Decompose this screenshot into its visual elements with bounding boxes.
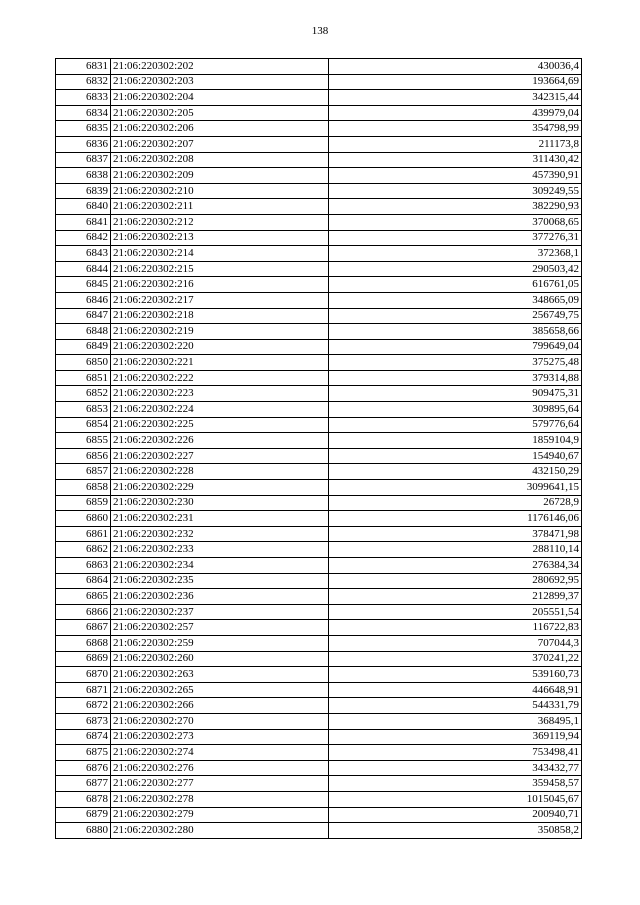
cadastral-number-cell: 21:06:220302:278 <box>111 791 329 807</box>
cadastral-number-cell: 21:06:220302:228 <box>111 464 329 480</box>
cadastral-number-cell: 21:06:220302:213 <box>111 230 329 246</box>
row-number-cell: 6870 <box>56 667 111 683</box>
row-number-cell: 6841 <box>56 214 111 230</box>
table-row <box>56 277 582 293</box>
cadastral-value-cell: 256749,75 <box>329 308 582 324</box>
cadastral-number-cell: 21:06:220302:219 <box>111 324 329 340</box>
row-number-cell: 6880 <box>56 823 111 839</box>
row-number-cell: 6879 <box>56 807 111 823</box>
row-number-cell: 6842 <box>56 230 111 246</box>
row-number-cell: 6859 <box>56 495 111 511</box>
table-row <box>56 745 582 761</box>
table-row <box>56 776 582 792</box>
cadastral-number-cell: 21:06:220302:208 <box>111 152 329 168</box>
table-row <box>56 807 582 823</box>
cadastral-value-cell: 343432,77 <box>329 760 582 776</box>
cadastral-value-cell: 753498,41 <box>329 745 582 761</box>
cadastral-number-cell: 21:06:220302:273 <box>111 729 329 745</box>
cadastral-value-cell: 280692,95 <box>329 573 582 589</box>
table-row <box>56 370 582 386</box>
row-number-cell: 6836 <box>56 136 111 152</box>
cadastral-value-cell: 616761,05 <box>329 277 582 293</box>
cadastral-number-cell: 21:06:220302:259 <box>111 635 329 651</box>
cadastral-number-cell: 21:06:220302:202 <box>111 59 329 75</box>
cadastral-number-cell: 21:06:220302:265 <box>111 682 329 698</box>
cadastral-value-cell: 432150,29 <box>329 464 582 480</box>
table-row <box>56 168 582 184</box>
table-row <box>56 526 582 542</box>
cadastral-number-cell: 21:06:220302:214 <box>111 246 329 262</box>
cadastral-value-cell: 154940,67 <box>329 448 582 464</box>
table-row <box>56 698 582 714</box>
cadastral-value-cell: 290503,42 <box>329 261 582 277</box>
cadastral-number-cell: 21:06:220302:226 <box>111 433 329 449</box>
cadastral-number-cell: 21:06:220302:237 <box>111 604 329 620</box>
cadastral-value-cell: 1176146,06 <box>329 511 582 527</box>
cadastral-number-cell: 21:06:220302:209 <box>111 168 329 184</box>
cadastral-value-cell: 430036,4 <box>329 59 582 75</box>
cadastral-value-cell: 378471,98 <box>329 526 582 542</box>
row-number-cell: 6875 <box>56 745 111 761</box>
cadastral-value-cell: 909475,31 <box>329 386 582 402</box>
cadastral-number-cell: 21:06:220302:270 <box>111 713 329 729</box>
row-number-cell: 6845 <box>56 277 111 293</box>
cadastral-number-cell: 21:06:220302:217 <box>111 292 329 308</box>
cadastral-value-cell: 370068,65 <box>329 214 582 230</box>
cadastral-number-cell: 21:06:220302:227 <box>111 448 329 464</box>
row-number-cell: 6851 <box>56 370 111 386</box>
row-number-cell: 6877 <box>56 776 111 792</box>
cadastral-value-cell: 288110,14 <box>329 542 582 558</box>
table-row <box>56 230 582 246</box>
row-number-cell: 6834 <box>56 105 111 121</box>
cadastral-value-cell: 457390,91 <box>329 168 582 184</box>
cadastral-number-cell: 21:06:220302:222 <box>111 370 329 386</box>
cadastral-number-cell: 21:06:220302:212 <box>111 214 329 230</box>
table-row <box>56 480 582 496</box>
table-row <box>56 324 582 340</box>
row-number-cell: 6868 <box>56 635 111 651</box>
row-number-cell: 6849 <box>56 339 111 355</box>
cadastral-value-cell: 379314,88 <box>329 370 582 386</box>
cadastral-number-cell: 21:06:220302:223 <box>111 386 329 402</box>
row-number-cell: 6835 <box>56 121 111 137</box>
row-number-cell: 6838 <box>56 168 111 184</box>
table-row <box>56 682 582 698</box>
row-number-cell: 6864 <box>56 573 111 589</box>
cadastral-value-cell: 368495,1 <box>329 713 582 729</box>
cadastral-number-cell: 21:06:220302:211 <box>111 199 329 215</box>
cadastral-value-cell: 3099641,15 <box>329 480 582 496</box>
cadastral-value-cell: 439979,04 <box>329 105 582 121</box>
cadastral-number-cell: 21:06:220302:232 <box>111 526 329 542</box>
row-number-cell: 6861 <box>56 526 111 542</box>
cadastral-number-cell: 21:06:220302:215 <box>111 261 329 277</box>
table-row <box>56 464 582 480</box>
table-row <box>56 433 582 449</box>
row-number-cell: 6858 <box>56 480 111 496</box>
row-number-cell: 6878 <box>56 791 111 807</box>
table-row <box>56 511 582 527</box>
cadastral-number-cell: 21:06:220302:233 <box>111 542 329 558</box>
cadastral-value-cell: 311430,42 <box>329 152 582 168</box>
row-number-cell: 6872 <box>56 698 111 714</box>
table-row <box>56 74 582 90</box>
cadastral-number-cell: 21:06:220302:236 <box>111 589 329 605</box>
table-row <box>56 386 582 402</box>
cadastral-number-cell: 21:06:220302:274 <box>111 745 329 761</box>
row-number-cell: 6855 <box>56 433 111 449</box>
row-number-cell: 6837 <box>56 152 111 168</box>
table-row <box>56 542 582 558</box>
table-row <box>56 183 582 199</box>
cadastral-value-cell: 446648,91 <box>329 682 582 698</box>
cadastral-value-cell: 707044,3 <box>329 635 582 651</box>
row-number-cell: 6869 <box>56 651 111 667</box>
row-number-cell: 6844 <box>56 261 111 277</box>
cadastral-value-cell: 579776,64 <box>329 417 582 433</box>
cadastral-value-cell: 212899,37 <box>329 589 582 605</box>
cadastral-value-cell: 1015045,67 <box>329 791 582 807</box>
row-number-cell: 6839 <box>56 183 111 199</box>
cadastral-value-cell: 382290,93 <box>329 199 582 215</box>
cadastral-value-cell: 370241,22 <box>329 651 582 667</box>
cadastral-number-cell: 21:06:220302:220 <box>111 339 329 355</box>
row-number-cell: 6865 <box>56 589 111 605</box>
table-row <box>56 760 582 776</box>
cadastral-number-cell: 21:06:220302:235 <box>111 573 329 589</box>
table-row <box>56 214 582 230</box>
table-row <box>56 105 582 121</box>
row-number-cell: 6852 <box>56 386 111 402</box>
row-number-cell: 6873 <box>56 713 111 729</box>
row-number-cell: 6874 <box>56 729 111 745</box>
row-number-cell: 6848 <box>56 324 111 340</box>
table-row <box>56 308 582 324</box>
table-row <box>56 339 582 355</box>
table-row <box>56 651 582 667</box>
row-number-cell: 6867 <box>56 620 111 636</box>
cadastral-value-table <box>55 58 582 839</box>
cadastral-value-cell: 342315,44 <box>329 90 582 106</box>
cadastral-value-cell: 211173,8 <box>329 136 582 152</box>
table-row <box>56 589 582 605</box>
row-number-cell: 6840 <box>56 199 111 215</box>
cadastral-value-cell: 375275,48 <box>329 355 582 371</box>
cadastral-value-cell: 309249,55 <box>329 183 582 199</box>
row-number-cell: 6871 <box>56 682 111 698</box>
cadastral-value-cell: 116722,83 <box>329 620 582 636</box>
cadastral-value-cell: 200940,71 <box>329 807 582 823</box>
row-number-cell: 6862 <box>56 542 111 558</box>
row-number-cell: 6832 <box>56 74 111 90</box>
cadastral-value-cell: 205551,54 <box>329 604 582 620</box>
cadastral-number-cell: 21:06:220302:280 <box>111 823 329 839</box>
cadastral-number-cell: 21:06:220302:260 <box>111 651 329 667</box>
table-row <box>56 246 582 262</box>
cadastral-number-cell: 21:06:220302:276 <box>111 760 329 776</box>
cadastral-number-cell: 21:06:220302:263 <box>111 667 329 683</box>
row-number-cell: 6863 <box>56 558 111 574</box>
table-row <box>56 355 582 371</box>
row-number-cell: 6854 <box>56 417 111 433</box>
table-row <box>56 136 582 152</box>
cadastral-number-cell: 21:06:220302:257 <box>111 620 329 636</box>
cadastral-number-cell: 21:06:220302:234 <box>111 558 329 574</box>
cadastral-number-cell: 21:06:220302:231 <box>111 511 329 527</box>
table-row <box>56 59 582 75</box>
cadastral-number-cell: 21:06:220302:206 <box>111 121 329 137</box>
cadastral-value-cell: 193664,69 <box>329 74 582 90</box>
cadastral-value-cell: 359458,57 <box>329 776 582 792</box>
table-row <box>56 261 582 277</box>
cadastral-number-cell: 21:06:220302:266 <box>111 698 329 714</box>
table-row <box>56 667 582 683</box>
cadastral-number-cell: 21:06:220302:205 <box>111 105 329 121</box>
table-row <box>56 292 582 308</box>
row-number-cell: 6847 <box>56 308 111 324</box>
table-body <box>56 59 582 839</box>
row-number-cell: 6853 <box>56 402 111 418</box>
cadastral-number-cell: 21:06:220302:204 <box>111 90 329 106</box>
table-row <box>56 90 582 106</box>
cadastral-number-cell: 21:06:220302:224 <box>111 402 329 418</box>
row-number-cell: 6833 <box>56 90 111 106</box>
table-row <box>56 121 582 137</box>
cadastral-number-cell: 21:06:220302:203 <box>111 74 329 90</box>
table-row <box>56 448 582 464</box>
cadastral-value-cell: 544331,79 <box>329 698 582 714</box>
cadastral-value-cell: 385658,66 <box>329 324 582 340</box>
table-row <box>56 620 582 636</box>
row-number-cell: 6860 <box>56 511 111 527</box>
cadastral-value-cell: 539160,73 <box>329 667 582 683</box>
row-number-cell: 6857 <box>56 464 111 480</box>
cadastral-number-cell: 21:06:220302:230 <box>111 495 329 511</box>
cadastral-value-cell: 26728,9 <box>329 495 582 511</box>
cadastral-number-cell: 21:06:220302:218 <box>111 308 329 324</box>
cadastral-number-cell: 21:06:220302:279 <box>111 807 329 823</box>
cadastral-number-cell: 21:06:220302:207 <box>111 136 329 152</box>
row-number-cell: 6856 <box>56 448 111 464</box>
page-number: 138 <box>311 25 329 37</box>
row-number-cell: 6876 <box>56 760 111 776</box>
table-row <box>56 558 582 574</box>
cadastral-number-cell: 21:06:220302:210 <box>111 183 329 199</box>
cadastral-value-cell: 348665,09 <box>329 292 582 308</box>
table-row <box>56 495 582 511</box>
cadastral-value-cell: 350858,2 <box>329 823 582 839</box>
table-row <box>56 729 582 745</box>
cadastral-value-cell: 372368,1 <box>329 246 582 262</box>
cadastral-value-cell: 799649,04 <box>329 339 582 355</box>
cadastral-number-cell: 21:06:220302:229 <box>111 480 329 496</box>
cadastral-number-cell: 21:06:220302:277 <box>111 776 329 792</box>
row-number-cell: 6843 <box>56 246 111 262</box>
table-row <box>56 402 582 418</box>
table-row <box>56 573 582 589</box>
table-row <box>56 713 582 729</box>
table-row <box>56 417 582 433</box>
table-row <box>56 791 582 807</box>
row-number-cell: 6831 <box>56 59 111 75</box>
table-row <box>56 823 582 839</box>
row-number-cell: 6850 <box>56 355 111 371</box>
row-number-cell: 6846 <box>56 292 111 308</box>
cadastral-value-cell: 1859104,9 <box>329 433 582 449</box>
table-row <box>56 199 582 215</box>
cadastral-value-cell: 369119,94 <box>329 729 582 745</box>
cadastral-number-cell: 21:06:220302:225 <box>111 417 329 433</box>
cadastral-number-cell: 21:06:220302:216 <box>111 277 329 293</box>
cadastral-value-cell: 276384,34 <box>329 558 582 574</box>
cadastral-value-cell: 377276,31 <box>329 230 582 246</box>
cadastral-value-cell: 354798,99 <box>329 121 582 137</box>
cadastral-number-cell: 21:06:220302:221 <box>111 355 329 371</box>
table-row <box>56 604 582 620</box>
row-number-cell: 6866 <box>56 604 111 620</box>
table-row <box>56 152 582 168</box>
cadastral-value-cell: 309895,64 <box>329 402 582 418</box>
table-row <box>56 635 582 651</box>
